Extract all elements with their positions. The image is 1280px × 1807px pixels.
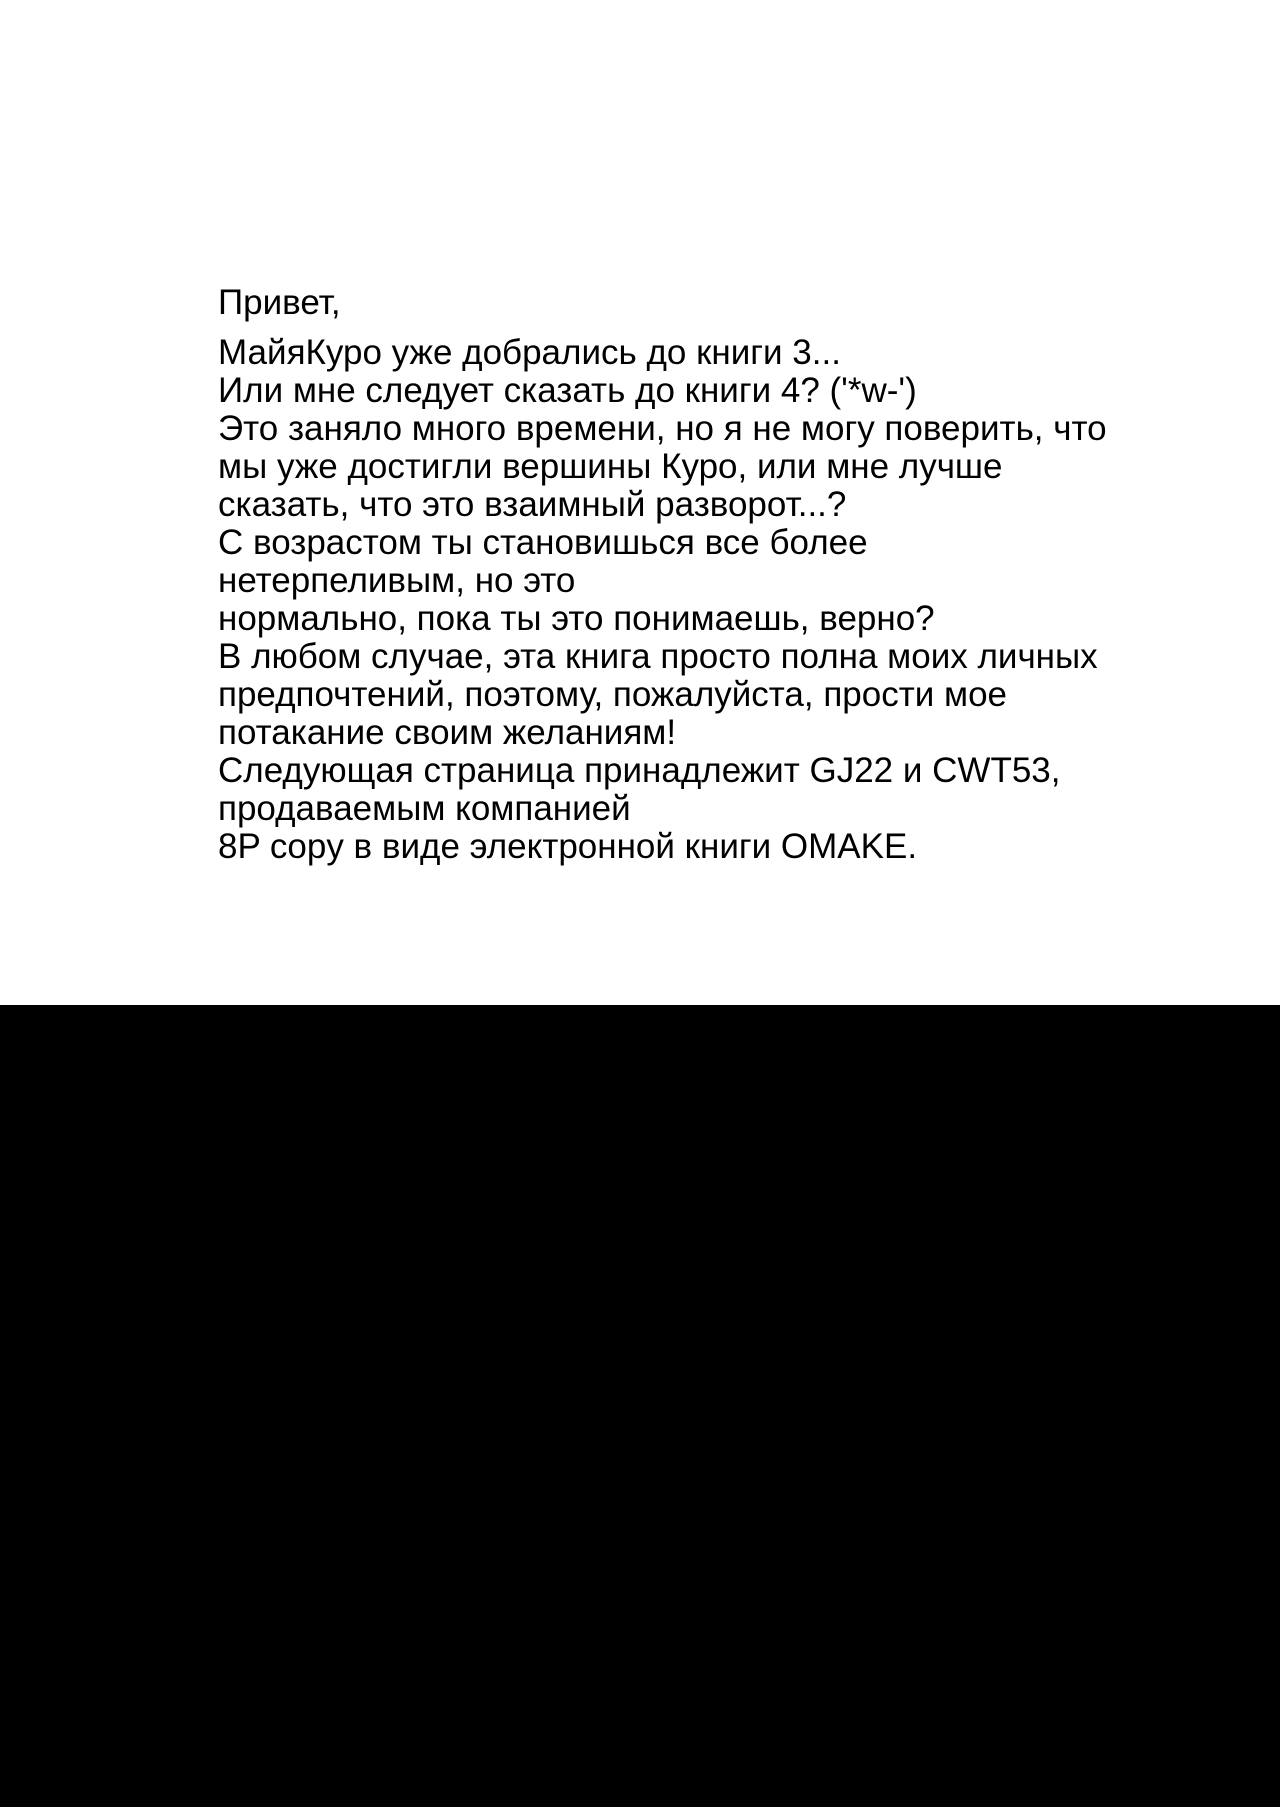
afterword-text [218,284,1178,866]
text-line: потакание своим желаниям! [218,713,677,752]
text-line: МайяКуро уже добрались до книги 3... [218,333,841,372]
text-line: предпочтений, поэтому, пожалуйста, прости мое [218,675,1008,714]
text-line: С возрастом ты становишься все более [218,523,868,562]
greeting: Привет, [218,283,341,322]
text-line: 8P copy в виде электронной книги OMAKE. [218,827,918,866]
text-line: продаваемым компанией [218,789,631,828]
text-line: В любом случае, эта книга просто полна моих личных [218,637,1098,676]
text-line: Следующая страница принадлежит GJ22 и CWT53, [218,751,1061,790]
text-line: Или мне следует сказать до книги 4? ('*w-') [218,371,917,410]
text-line: мы уже достигли вершины Куро, или мне лучше [218,447,1003,486]
text-line: Это заняло много времени, но я не могу поверить, что [218,409,1107,448]
text-line: сказать, что это взаимный разворот...? [218,485,847,524]
black-background-area [0,1005,1280,1807]
text-line: нетерпеливым, но это [218,561,576,600]
text-line: нормально, пока ты это понимаешь, верно? [218,599,935,638]
